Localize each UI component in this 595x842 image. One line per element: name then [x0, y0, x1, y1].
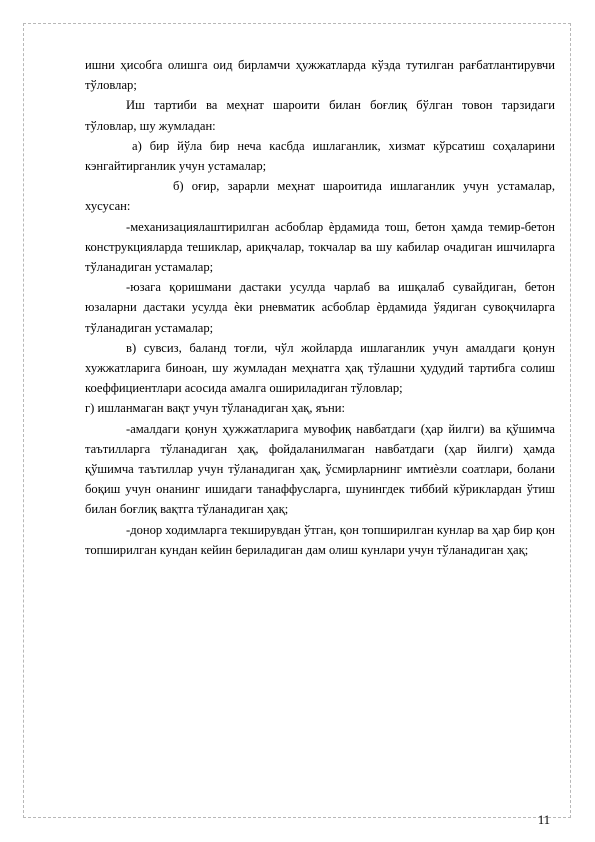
paragraph-item-b: б) оғир, зарарли меҳнат шароитида ишлаганлик учун устамалар, хусусан: — [85, 179, 555, 214]
paragraph-plasterers: -юзага қоришмани дастаки усулда чарлаб ва ишқалаб сувайдиган, бетон юзаларни дастаки усулда ѐки рневматик асбоблар ѐрдамида ўядиган сувоқчиларга тўланадиган устамалар; — [85, 280, 555, 335]
paragraph-item-v: в) сувсиз, баланд тоғли, чўл жойларда ишлаганлик учун амалдаги қонун хужжатларига биноан, шу жумладан меҳнатга ҳақ тўлашни ҳудудий тартибга солиш коеффициентлари асосида амалга ошириладиган тўловлар; — [85, 340, 555, 396]
paragraph-mechanized-tools: -механизациялаштирилган асбоблар ѐрдамида тош, бетон ҳамда темир-бетон конструкцияларда тешиклар, ариқчалар, токчалар ва шу кабилар очадиган ишчиларга тўланадиган устамалар; — [85, 219, 555, 275]
paragraph-donor-pay: -донор ходимларга текширувдан ўтган, қон топширилган кунлар ва ҳар бир қон топширилган кундан кейин бериладиган дам олиш кунлари учун тўланадиган ҳақ; — [85, 522, 555, 557]
paragraph-incentive-payments: ишни ҳисобга олишга оид бирламчи ҳужжатларда кўзда тутилган рағбатлантирувчи тўловлар; — [85, 58, 555, 93]
paragraph-item-a: а) бир йўла бир неча касбда ишлаганлик, хизмат кўрсатиш соҳаларини кэнгайтирганлик учун устамалар; — [85, 138, 555, 174]
document-body — [85, 55, 555, 560]
paragraph-compensation-payments: Иш тартиби ва меҳнат шароити билан боғлиқ бўлган товон тарзидаги тўловлар, шу жумладан: — [85, 98, 555, 133]
paragraph-vacation-pay: -амалдаги қонун ҳужжатларига мувофиқ навбатдаги (ҳар йилги) ва қўшимча таътилларга тўланадиган ҳақ, фойдаланилмаган навбатдаги (ҳар йилги) ҳамда қўшимча таътиллар учун тўланадиган ҳақ, ўсмирларнинг имтиѐзли соатлари, болани боқиш учун онанинг ишидаги танаффусларга, шунингдек тиббий кўриклардан ўтиш билан боғлиқ вақтга тўланадиган ҳақ; — [85, 421, 555, 517]
page-number: 11 — [537, 813, 550, 827]
paragraph-item-g: г) ишланмаган вақт учун тўланадиган ҳақ, яъни: — [85, 401, 346, 416]
